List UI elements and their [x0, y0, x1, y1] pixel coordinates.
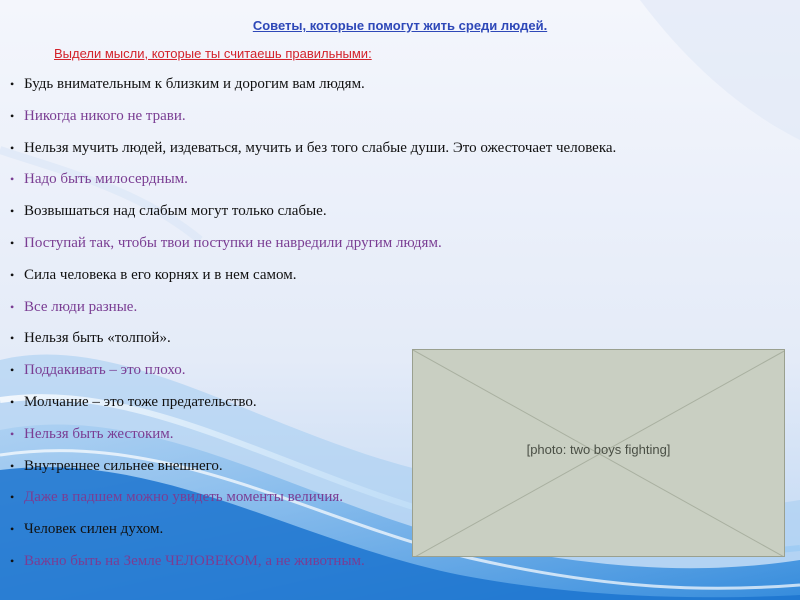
list-item[interactable] — [10, 75, 365, 93]
bullet-icon: • — [10, 204, 15, 219]
list-item-text: Молчание – это тоже предательство. — [24, 394, 257, 410]
list-item-text: Поступай так, чтобы твои поступки не навредили другим людям. — [24, 235, 442, 251]
list-item-text: Даже в падшем можно увидеть моменты величия. — [24, 489, 344, 506]
list-item-text: Будь внимательным к близким и дорогим вам людям. — [24, 76, 365, 92]
list-item-text: Поддакивать – это плохо. — [24, 362, 186, 379]
list-item[interactable] — [10, 170, 188, 188]
bullet-icon: • — [10, 77, 15, 91]
bullet-icon: • — [10, 140, 15, 155]
bullet-icon: • — [10, 108, 15, 123]
list-item[interactable] — [10, 266, 296, 284]
list-item[interactable] — [10, 425, 174, 443]
list-item[interactable] — [10, 520, 163, 538]
list-item-text: Человек силен духом. — [24, 521, 164, 538]
list-item-text: Сила человека в его корнях и в нем самом. — [24, 266, 297, 283]
list-item[interactable] — [10, 234, 442, 252]
list-item[interactable] — [10, 202, 327, 220]
list-item[interactable] — [10, 107, 186, 125]
list-item-text: Никогда никого не трави. — [24, 107, 186, 124]
bullet-icon: • — [10, 490, 15, 505]
list-item[interactable] — [10, 393, 257, 411]
list-item-text: Все люди разные. — [24, 298, 138, 315]
bullet-icon: • — [10, 331, 15, 346]
page-title: Советы, которые помогут жить среди людей. — [252, 18, 548, 33]
bullet-icon: • — [10, 458, 15, 473]
bullet-icon: • — [10, 172, 15, 187]
list-item[interactable] — [10, 298, 137, 316]
list-item[interactable] — [10, 457, 223, 475]
list-item[interactable] — [10, 488, 343, 506]
bullet-icon: • — [10, 363, 15, 378]
list-item-text: Надо быть милосердным. — [24, 171, 188, 188]
list-item-text: Нельзя мучить людей, издеваться, мучить и без того слабые души. Это ожесточает человека. — [24, 139, 617, 156]
bullet-icon: • — [10, 267, 15, 282]
list-item[interactable] — [10, 329, 171, 347]
bullet-icon: • — [10, 395, 15, 409]
list-item[interactable] — [10, 139, 616, 157]
bullet-icon: • — [10, 299, 15, 314]
list-item-text: Внутреннее сильнее внешнего. — [24, 457, 223, 474]
list-item-text: Возвышаться над слабым могут только слабые. — [24, 203, 327, 220]
instruction-text: Выдели мысли, которые ты считаешь правильными: — [54, 46, 372, 61]
boys-fighting-photo — [412, 349, 785, 557]
bullet-icon: • — [10, 236, 15, 250]
list-item-text: Важно быть на Земле ЧЕЛОВЕКОМ, а не животным. — [24, 553, 365, 569]
bullet-icon: • — [10, 426, 15, 441]
list-item[interactable] — [10, 361, 186, 379]
photo-placeholder-label: [photo: two boys fighting] — [526, 442, 671, 457]
bullet-icon: • — [10, 522, 15, 537]
bullet-icon: • — [10, 554, 15, 568]
list-item-text: Нельзя быть «толпой». — [24, 330, 171, 347]
list-item-text: Нельзя быть жестоким. — [24, 425, 174, 442]
list-item[interactable] — [10, 552, 365, 570]
